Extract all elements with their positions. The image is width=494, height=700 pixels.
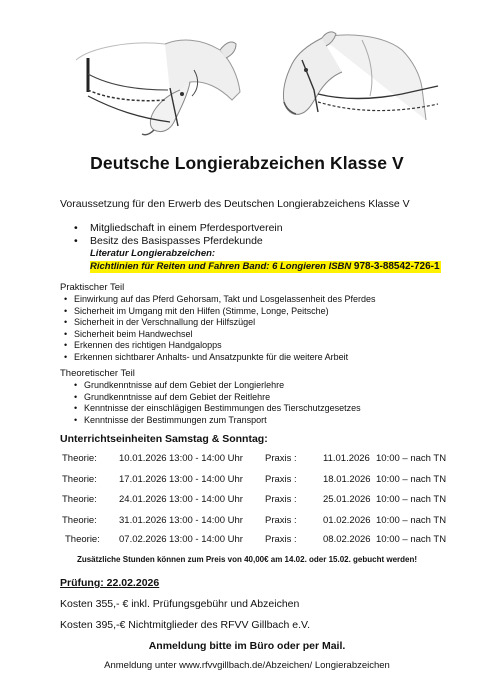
literature-label: Literatur Longierabzeichen:	[90, 248, 216, 259]
schedule-row	[0, 453, 494, 467]
theory-time: 13:00 - 14:00 Uhr	[169, 534, 243, 545]
theory-time: 13:00 - 14:00 Uhr	[169, 515, 243, 526]
theory-label: Theorie:	[62, 453, 97, 464]
practical-item: • Erkennen des richtigen Handgalopps	[62, 340, 376, 352]
registration-note: Anmeldung bitte im Büro oder per Mail.	[148, 640, 346, 652]
requirement-item: • Besitz des Basispasses Pferdekunde	[74, 235, 441, 248]
theory-time: 13:00 - 14:00 Uhr	[169, 453, 243, 464]
practical-item: • Sicherheit in der Verschnallung der Hilfszügel	[62, 317, 376, 329]
requirement-heading: Voraussetzung für den Erwerb des Deutschen Longierabzeichens Klasse V	[60, 198, 410, 210]
cost-members: Kosten 355,- € inkl. Prüfungsgebühr und Abzeichen	[60, 598, 300, 610]
theory-item: • Kenntnisse der einschlägigen Bestimmungen des Tierschutzgesetzes	[72, 403, 361, 415]
theory-label: Theorie:	[65, 534, 100, 545]
practical-list	[62, 294, 376, 364]
practical-item: • Erkennen sichtbarer Anhalts- und Ansatzpunkte für die weitere Arbeit	[62, 352, 376, 364]
registration-link[interactable]: Anmeldung unter www.rfvvgillbach.de/Abzeichen/ Longierabzeichen	[104, 660, 390, 671]
theory-label: Theorie:	[62, 515, 97, 526]
theory-time: 13:00 - 14:00 Uhr	[169, 494, 243, 505]
practical-heading: Praktischer Teil	[60, 282, 125, 293]
practice-label: Praxis :	[265, 534, 297, 545]
horse-illustration-left	[70, 30, 250, 145]
page-title: Deutsche Longierabzeichen Klasse V	[90, 153, 404, 173]
schedule-row	[0, 494, 494, 508]
theory-item: • Grundkenntnisse auf dem Gebiet der Longierlehre	[72, 380, 361, 392]
theory-label: Theorie:	[62, 494, 97, 505]
exam-date: Prüfung: 22.02.2026	[60, 577, 160, 589]
practice-time: 10:00 – nach TN	[376, 474, 447, 485]
practical-item: • Einwirkung auf das Pferd Gehorsam, Takt und Losgelassenheit des Pferdes	[62, 294, 376, 306]
schedule-row	[0, 474, 494, 488]
theory-time: 13:00 - 14:00 Uhr	[169, 474, 243, 485]
practice-label: Praxis :	[265, 515, 297, 526]
literature-isbn: 978-3-88542-726-1	[353, 261, 440, 272]
requirement-item: • Mitgliedschaft in einem Pferdesportverein	[74, 222, 441, 235]
theory-date: 31.01.2026	[119, 515, 167, 526]
theory-list	[72, 380, 361, 426]
theory-heading: Theoretischer Teil	[60, 368, 135, 379]
practice-date: 18.01.2026	[323, 474, 371, 485]
theory-item: • Grundkenntnisse auf dem Gebiet der Reitlehre	[72, 392, 361, 404]
schedule-row	[0, 515, 494, 529]
schedule-row	[0, 534, 494, 548]
horse-illustration-right	[262, 30, 442, 145]
theory-item: • Kenntnisse der Bestimmungen zum Transport	[72, 415, 361, 427]
theory-date: 10.01.2026	[119, 453, 167, 464]
schedule-heading: Unterrichtseinheiten Samstag & Sonntag:	[60, 433, 268, 445]
practice-date: 01.02.2026	[323, 515, 371, 526]
practical-item: • Sicherheit im Umgang mit den Hilfen (Stimme, Longe, Peitsche)	[62, 306, 376, 318]
literature-highlight	[90, 261, 441, 273]
practice-date: 11.01.2026	[323, 453, 370, 464]
cost-nonmembers: Kosten 395,-€ Nichtmitglieder des RFVV Gillbach e.V.	[60, 619, 310, 631]
practice-date: 08.02.2026	[323, 534, 371, 545]
practice-time: 10:00 – nach TN	[376, 453, 447, 464]
extra-hours-note: Zusätzliche Stunden können zum Preis von 40,00€ am 14.02. oder 15.02. gebucht werden!	[76, 555, 418, 564]
literature-text: Richtlinien für Reiten und Fahren Band: 6 Longieren ISBN	[90, 261, 354, 272]
theory-date: 07.02.2026	[119, 534, 167, 545]
theory-date: 17.01.2026	[119, 474, 167, 485]
theory-label: Theorie:	[62, 474, 97, 485]
practice-time: 10:00 – nach TN	[376, 515, 447, 526]
practice-label: Praxis :	[265, 453, 297, 464]
practice-label: Praxis :	[265, 494, 297, 505]
practical-item: • Sicherheit beim Handwechsel	[62, 329, 376, 341]
practice-time: 10:00 – nach TN	[376, 494, 447, 505]
theory-date: 24.01.2026	[119, 494, 167, 505]
practice-date: 25.01.2026	[323, 494, 371, 505]
practice-label: Praxis :	[265, 474, 297, 485]
requirements-block	[74, 222, 441, 273]
practice-time: 10:00 – nach TN	[376, 534, 447, 545]
